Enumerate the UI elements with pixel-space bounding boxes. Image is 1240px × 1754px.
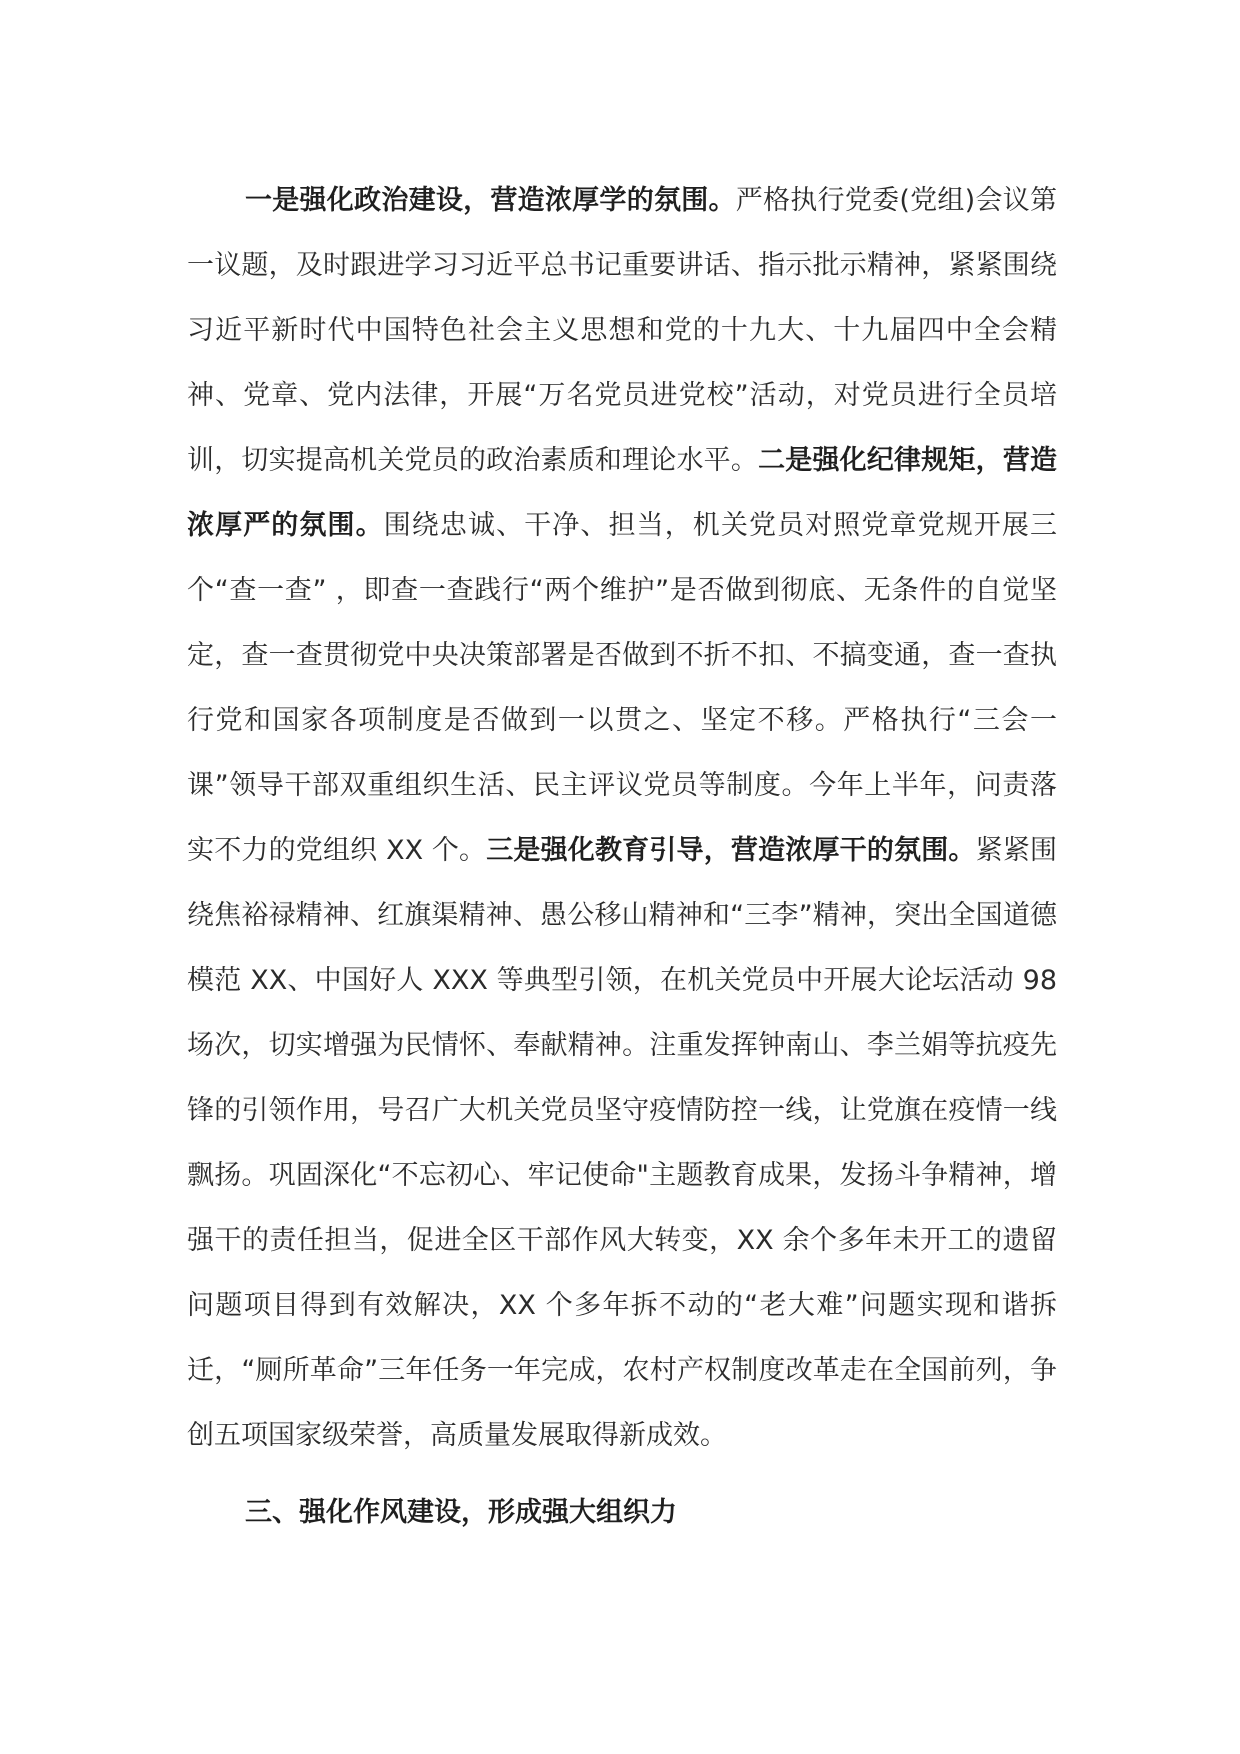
point-2-text: 围绕忠诚、干净、担当，机关党员对照党章党规开展三个“查一查” ，即查一查践行“两个维护”是否做到彻底、无条件的自觉坚定，查一查贯彻党中央决策部署是否做到不折不扣、不搞变通，查一查执行党和国家各项制度是否做到一以贯之、坚定不移。严格执行“三会一课”领导干部双重组织生活、民主评议党员等制度。今年上半年，问责落实不力的党组织 XX 个。 xyxy=(187,510,1058,866)
lead-point-3: 三是强化教育引导，营造浓厚干的氛围。 xyxy=(486,835,976,866)
lead-point-1: 一是强化政治建设，营造浓厚学的氛围。 xyxy=(245,185,736,216)
point-1-text: 严格执行党委(党组)会议第一议题，及时跟进学习习近平总书记重要讲话、指示批示精神，紧紧围绕习近平新时代中国特色社会主义思想和党的十九大、十九届四中全会精神、党章、党内法律，开展“万名党员进党校”活动，对党员进行全员培训，切实提高机关党员的政治素质和理论水平。 xyxy=(187,185,1058,476)
point-3-text: 紧紧围绕焦裕禄精神、红旗渠精神、愚公移山精神和“三李”精神，突出全国道德模范 XX、中国好人 XXX 等典型引领，在机关党员中开展大论坛活动 98 场次，切实增强为民情怀、奉献精神。注重发挥钟南山、李兰娟等抗疫先锋的引领作用，号召广大机关党员坚守疫情防控一线，让党旗在疫情一线飘扬。巩固深化“不忘初心、牢记使命"主题教育成果，发扬斗争精神，增强干的责任担当，促进全区干部作风大转变，XX 余个多年未开工的遗留问题项目得到有效解决，XX 个多年拆不动的“老大难”问题实现和谐拆迁，“厕所革命”三年任务一年完成，农村产权制度改革走在全国前列，争创五项国家级荣誉，高质量发展取得新成效。 xyxy=(187,835,1058,1451)
lead-point-2: 二是强化纪律规矩，营造浓厚严的氛围。 xyxy=(187,445,1058,541)
section-heading: 三、强化作风建设，形成强大组织力 xyxy=(245,1497,677,1528)
document-body xyxy=(187,168,1057,1545)
body-paragraph xyxy=(187,168,1057,1468)
